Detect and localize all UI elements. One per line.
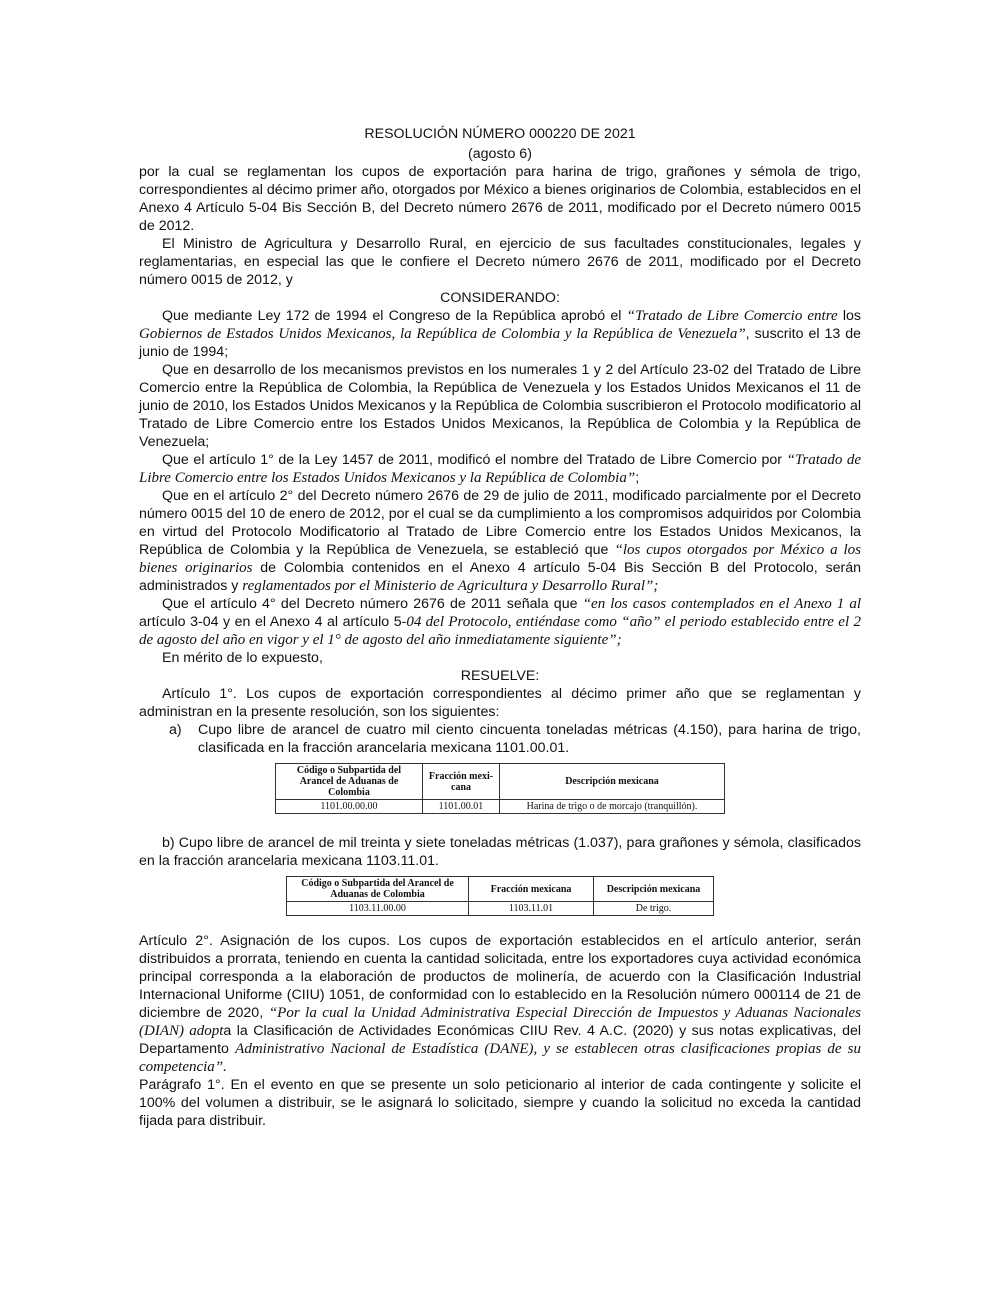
considerando-paragraph-3: Que el artículo 1° de la Ley 1457 de 2011, modificó el nombre del Tratado de Libre Comercio por “Tratado de Libre Comercio entre los Estados Unidos Mexicanos y la República de Colombia”; xyxy=(139,452,861,486)
table-cell: 1101.00.01 xyxy=(423,800,500,814)
table-header-row xyxy=(287,877,714,902)
resolution-date: (agosto 6) xyxy=(468,146,532,162)
table-header-cell: Descripción mexicana xyxy=(500,764,725,800)
table-cell: De trigo. xyxy=(594,902,714,916)
table-b-wrapper xyxy=(139,876,861,916)
list-item-a-text: Cupo libre de arancel de cuatro mil ciento cincuenta toneladas métricas (4.150), para harina de trigo, clasificada en la fracción arancelaria mexicana 1101.00.01. xyxy=(198,722,861,756)
table-cell: 1103.11.01 xyxy=(469,902,594,916)
considerando-paragraph-4: Que en el artículo 2° del Decreto número 2676 de 29 de julio de 2011, modificado parcialmente por el Decreto número 0015 del 10 de enero de 2012, por el cual se da cumplimiento a los compromisos adquiridos por Colombia en virtud del Protocolo Modificatorio al Tratado de Libre Comercio entre los Estados Unidos Mexicanos, la República de Colombia y la República de Venezuela, se estableció que “los cupos otorgados por México a los bienes originarios de Colombia contenidos en el Anexo 4 artículo 5-04 Bis Sección B del Protocolo, serán administrados y reglamentados por el Ministerio de Agricultura y Desarrollo Rural”; xyxy=(139,488,861,594)
preamble: por la cual se reglamentan los cupos de exportación para harina de trigo, grañones y sémola de trigo, correspondientes al décimo primer año, otorgados por México a bienes originarios de Colombia, establecidos en el Anexo 4 Artículo 5-04 Bis Sección B, del Decreto número 2676 de 2011, modificado por el Decreto número 0015 de 2012. xyxy=(139,164,861,234)
table-a xyxy=(275,763,725,814)
resuelve-heading: RESUELVE: xyxy=(460,668,540,684)
table-row xyxy=(276,800,725,814)
articulo-2: Artículo 2°. Asignación de los cupos. Los cupos de exportación establecidos en el artículo anterior, serán distribuidos a prorrata, teniendo en cuenta la cantidad solicitada, entre los exportadores cuya actividad económica principal corresponda a la elaboración de productos de molinería, de acuerdo con la Clasificación Industrial Internacional Uniforme (CIIU) 1051, de conformidad con lo establecido en la Resolución número 000114 de 21 de diciembre de 2020, “Por la cual la Unidad Administrativa Especial Dirección de Impuestos y Aduanas Nacionales (DIAN) adopta la Clasificación de Actividades Económicas CIIU Rev. 4 A.C. (2020) y sus notas explicativas, del Departamento Administrativo Nacional de Estadística (DANE), y se establecen otras clasificaciones propias de su competencia”. xyxy=(139,933,861,1075)
table-cell: Harina de trigo o de morcajo (tranquillón). xyxy=(500,800,725,814)
table-header-cell: Fracción mexi-cana xyxy=(423,764,500,800)
list-item-a-label: a) xyxy=(169,722,182,738)
paragrafo-1: Parágrafo 1°. En el evento en que se presente un solo peticionario al interior de cada contingente y solicite el 100% del volumen a distribuir, se le asignará lo solicitado, siempre y cuando la solicitud no exceda la cantidad fijada para distribuir. xyxy=(139,1077,861,1129)
considerando-paragraph-2: Que en desarrollo de los mecanismos previstos en los numerales 1 y 2 del Artículo 23-02 del Tratado de Libre Comercio entre la República de Colombia, la República de Venezuela y los Estados Unidos Mexicanos el 11 de junio de 2010, los Estados Unidos Mexicanos y la República de Colombia suscribieron el Protocolo modificatorio al Tratado de Libre Comercio entre los Estados Unidos Mexicanos, la República de Colombia y la República de Venezuela; xyxy=(139,362,861,450)
table-a-wrapper xyxy=(139,763,861,814)
table-cell: 1101.00.00.00 xyxy=(276,800,423,814)
considerando-paragraph-1: Que mediante Ley 172 de 1994 el Congreso de la República aprobó el “Tratado de Libre Comercio entre los Gobiernos de Estados Unidos Mexicanos, la República de Colombia y la República de Venezuela”, suscrito el 13 de junio de 1994; xyxy=(139,308,861,360)
table-header-cell: Código o Subpartida del Arancel de Aduanas de Colombia xyxy=(276,764,423,800)
minister-intro: El Ministro de Agricultura y Desarrollo Rural, en ejercicio de sus facultades constitucionales, legales y reglamentarias, en especial las que le confiere el Decreto número 2676 de 2011, modificado por el Decreto número 0015 de 2012, y xyxy=(139,236,861,288)
list-item-b: b) Cupo libre de arancel de mil treinta y siete toneladas métricas (1.037), para grañones y sémola, clasificados en la fracción arancelaria mexicana 1103.11.01. xyxy=(139,835,861,869)
articulo-1-intro: Artículo 1°. Los cupos de exportación correspondientes al décimo primer año que se reglamentan y administran en la presente resolución, son los siguientes: xyxy=(139,686,861,720)
considerando-paragraph-5: Que el artículo 4° del Decreto número 2676 de 2011 señala que “en los casos contemplados en el Anexo 1 al artículo 3-04 y en el Anexo 4 al artículo 5-04 del Protocolo, entiéndase como “año” el periodo establecido entre el 2 de agosto del año en vigor y el 1° de agosto del año inmediatamente siguiente”; xyxy=(139,596,862,648)
table-header-row xyxy=(276,764,725,800)
table-cell: 1103.11.00.00 xyxy=(287,902,469,916)
resolution-title: RESOLUCIÓN NÚMERO 000220 DE 2021 xyxy=(364,126,636,142)
document-page xyxy=(139,123,861,1130)
table-row xyxy=(287,902,714,916)
list-item-a xyxy=(169,721,861,757)
table-header-cell: Código o Subpartida del Arancel de Aduanas de Colombia xyxy=(287,877,469,902)
table-header-cell: Descripción mexicana xyxy=(594,877,714,902)
considerando-paragraph-6: En mérito de lo expuesto, xyxy=(162,650,323,666)
table-header-cell: Fracción mexicana xyxy=(469,877,594,902)
table-b xyxy=(286,876,714,916)
considerando-heading: CONSIDERANDO: xyxy=(440,290,560,306)
